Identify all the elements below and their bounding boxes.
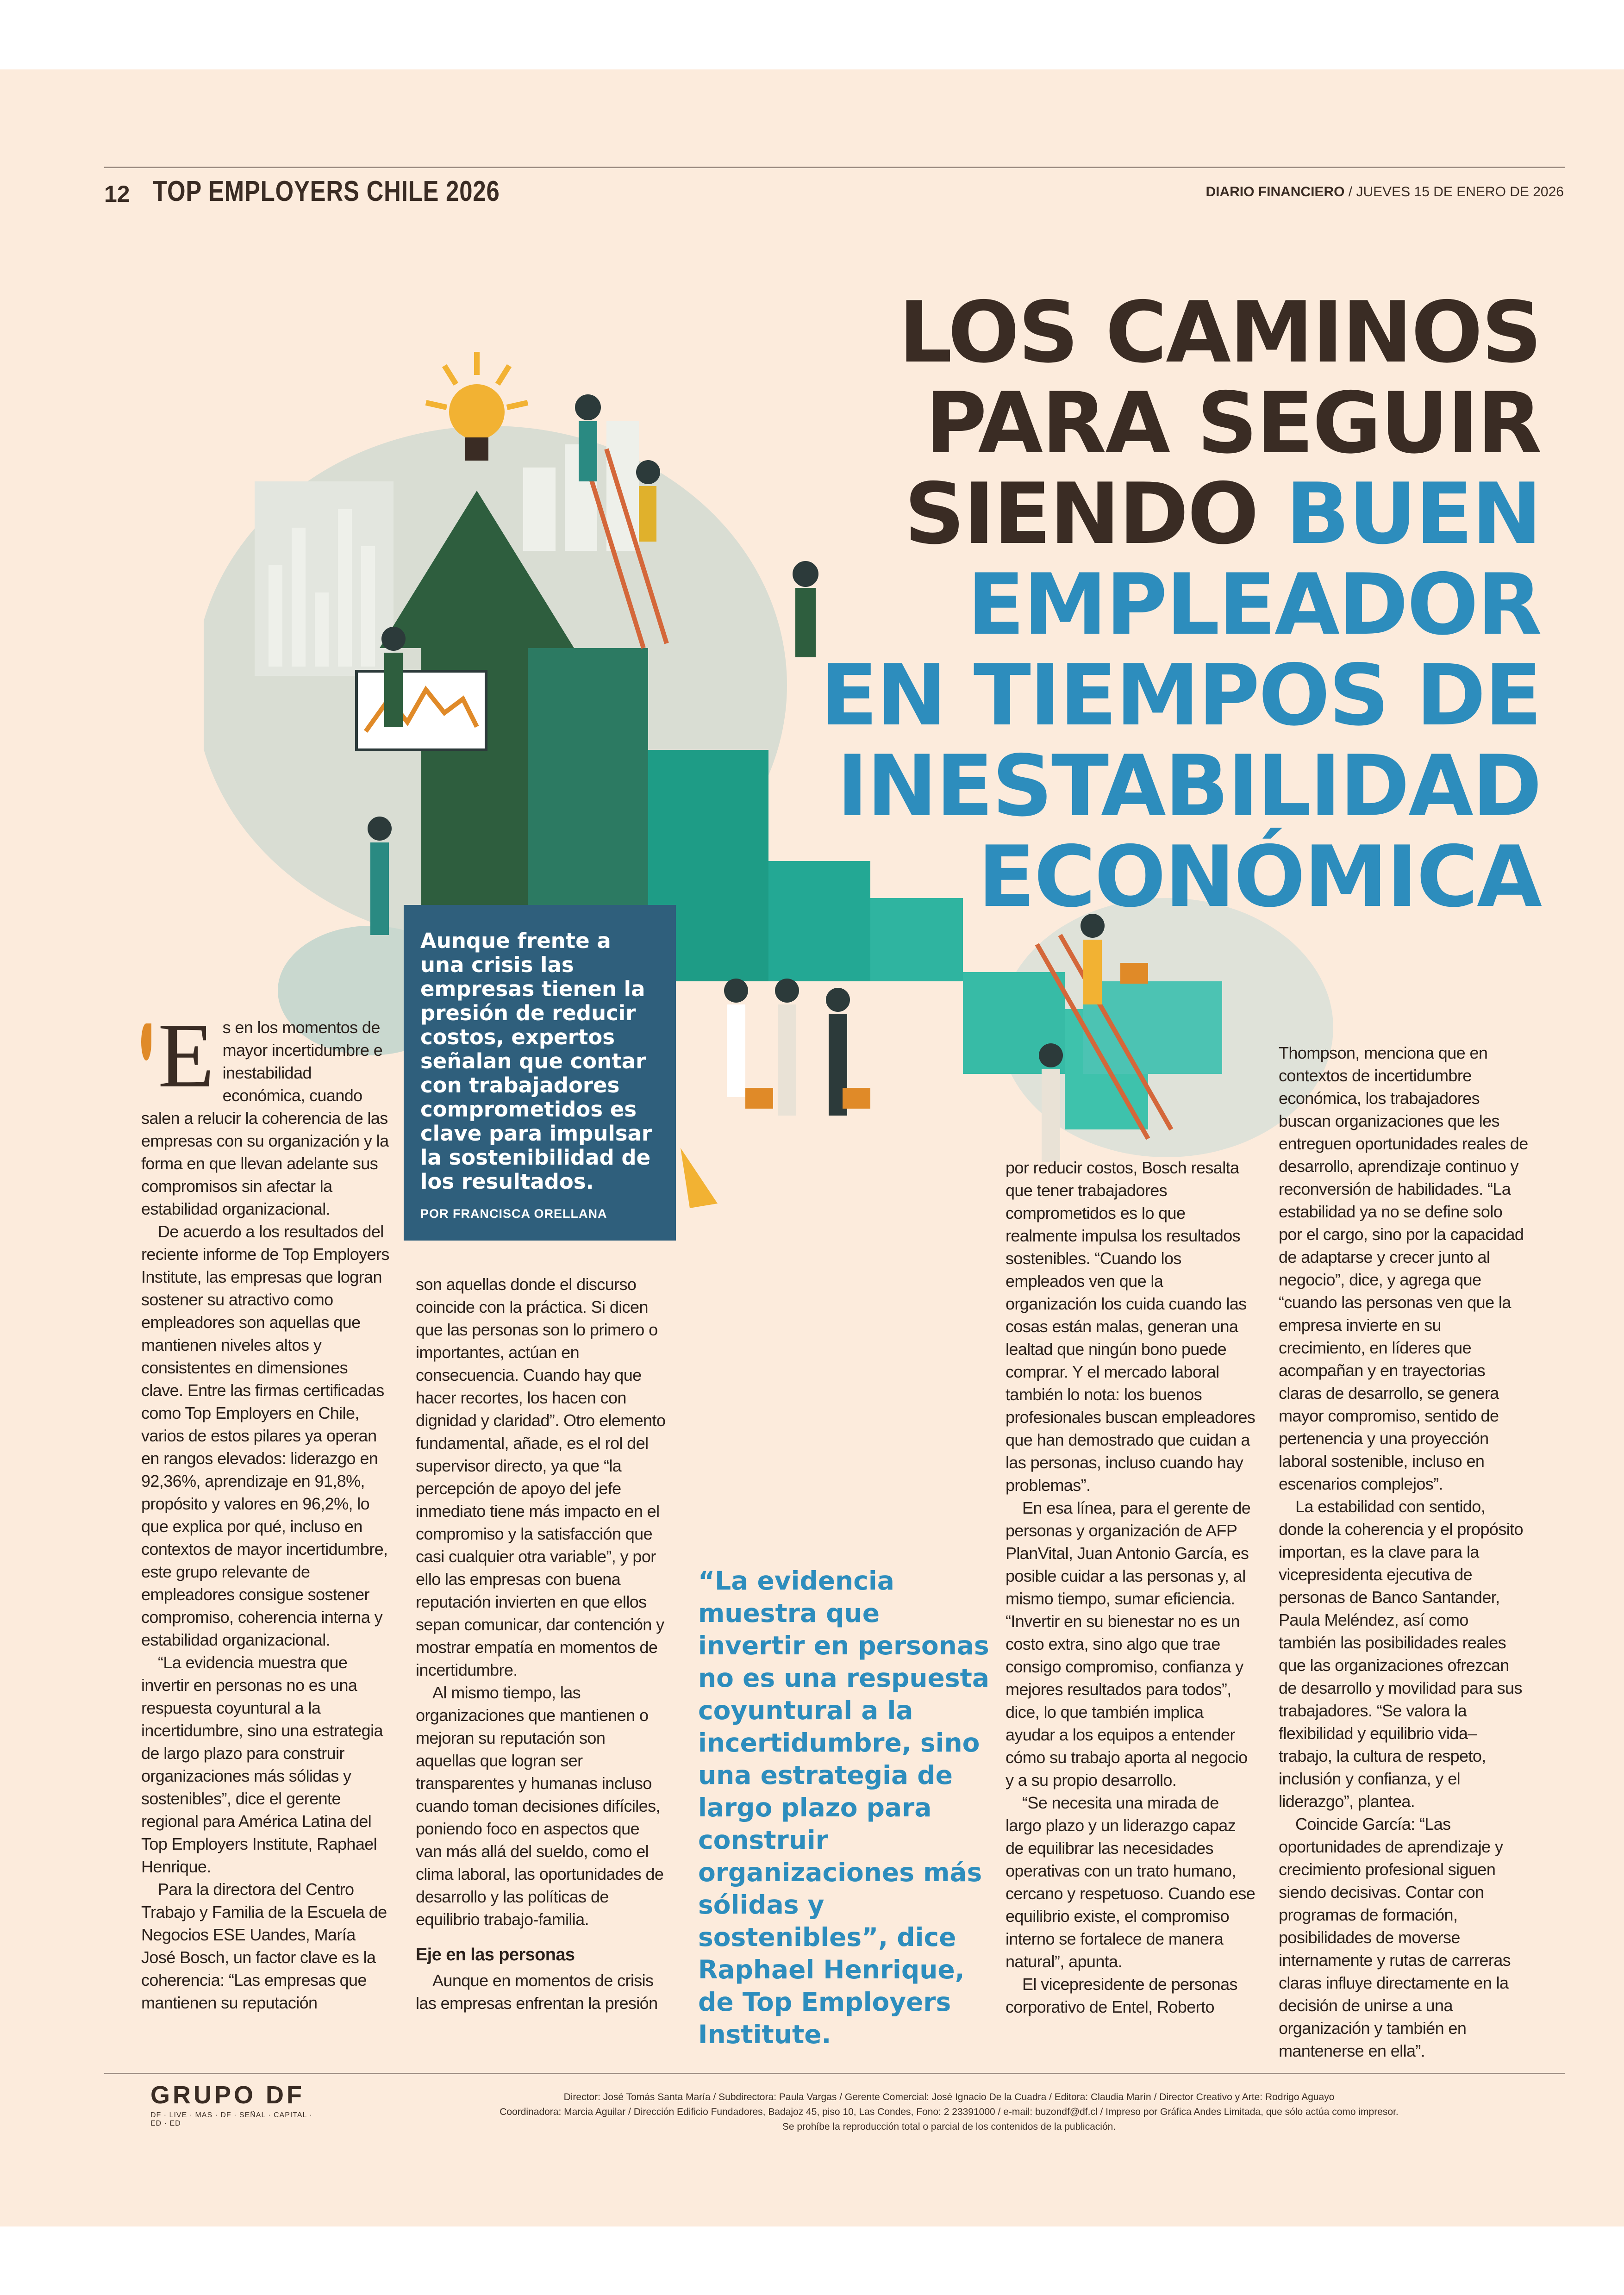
paragraph: “La evidencia muestra que invertir en personas no es una respuesta coyuntural a la incertidumbre, sino una estrategia de largo plazo para construir organizaciones más sólidas y sostenibles”, dice el gerente regional para América Latina del Top Employers Institute, Raphael Henrique.: [141, 1653, 383, 1876]
paragraph: por reducir costos, Bosch resalta que tener trabajadores comprometidos es lo que realmente impulsa los resultados sostenibles. “Cuando los empleados ven que la organización los cuida cuando las cosas están malas, generan una lealtad que ningún bono puede comprar. Y el mercado laboral también lo nota: los buenos profesionales buscan empleadores que han demostrado que cuidan a las personas, incluso cuando hay problemas”.: [1006, 1158, 1255, 1495]
headline-line-3-blue: BUEN: [1285, 465, 1541, 563]
top-rule: [104, 167, 1565, 168]
line-chart-panel: [356, 671, 486, 750]
publication-dateline: [1206, 184, 1564, 200]
paragraph: Para la directora del Centro Trabajo y Familia de la Escuela de Negocios ESE Uandes, María José Bosch, un factor clave es la coherencia: “Las empresas que mantienen su reputación: [141, 1880, 387, 2012]
grupo-df-logo: [150, 2081, 317, 2128]
headline-line-1: LOS CAMINOS: [898, 283, 1541, 381]
publication-date: / JUEVES 15 DE ENERO DE 2026: [1348, 184, 1564, 200]
pull-quote: “La evidencia muestra que invertir en personas no es una respuesta coyuntural a la incertidumbre, sino una estrategia de largo plazo para construir organizaciones más sólidas y sostenibles”, dice Raphael Henrique, de Top Employers Institute.: [698, 1566, 989, 2049]
drop-cap-ornament: [141, 1023, 151, 1060]
lede-box: [404, 905, 676, 1241]
bottom-rule: [104, 2073, 1565, 2074]
byline: POR FRANCISCA ORELLANA: [420, 1207, 607, 1221]
credits-line-2: Coordinadora: Marcia Aguilar / Dirección Edificio Fundadores, Badajoz 45, piso 10, Las Condes, Fono: 2 23391000 / e-mail: buzondf@df.cl / Impreso por Gráfica Andes Limitada, que sólo actúa como impresor.: [500, 2107, 1399, 2117]
headline-line-3: [707, 465, 1541, 563]
paragraph: s en los momentos de mayor incertidumbre e inestabilidad económica, cuando salen a relucir la coherencia de las empresas con su organización y la forma en que llevan adelante sus compromisos sin afectar la estabilidad organizacional.: [141, 1018, 389, 1218]
paragraph: El vicepresidente de personas corporativo de Entel, Roberto: [1006, 1975, 1237, 2016]
headline-line-7: ECONÓMICA: [978, 828, 1541, 926]
headline-line-4: EMPLEADOR: [967, 555, 1541, 654]
section-title: TOP EMPLOYERS CHILE 2026: [153, 175, 500, 207]
paragraph: “Se necesita una mirada de largo plazo y un liderazgo capaz de equilibrar las necesidades operativas con un trato humano, cercano y respetuoso. Cuando ese equilibrio existe, el compromiso interno se fortalece de manera natural”, apunta.: [1006, 1793, 1255, 1971]
headline: [707, 283, 1541, 926]
article-column-1: [141, 1004, 391, 2014]
lede-text: Aunque frente a una crisis las empresas tienen la presión de reducir costos, expertos señalan que contar con trabajadores comprometidos es clave para impulsar la sostenibilidad de los resultados.: [420, 929, 652, 1194]
credits-line-3: Se prohíbe la reproducción total o parcial de los contenidos de la publicación.: [782, 2121, 1116, 2132]
paragraph: Coincide García: “Las oportunidades de aprendizaje y crecimiento profesional siguen siendo decisivas. Contar con programas de formación, posibilidades de moverse internamente y rutas de carreras claras influye directamente en la decisión de unirse a una organización y también en mantenerse en ella”.: [1279, 1815, 1511, 2060]
masthead-credits: [380, 2090, 1518, 2134]
credits-line-1: Director: José Tomás Santa María / Subdirectora: Paula Vargas / Gerente Comercial: José Ignacio De la Cuadra / Editora: Claudia Marín / Director Creativo y Arte: Rodrigo Aguayo: [563, 2092, 1335, 2102]
paragraph: Aunque en momentos de crisis las empresas enfrentan la presión: [416, 1971, 658, 2013]
paragraph: La estabilidad con sentido, donde la coherencia y el propósito importan, es la clave para la vicepresidenta ejecutiva de personas de Banco Santander, Paula Meléndez, así como también las posibilidades reales que las organizaciones ofrezcan de desarrollo y movilidad para sus trabajadores. “Se valora la flexibilidad y equilibrio vida–trabajo, la cultura de respeto, inclusión y confianza, y el liderazgo”, plantea.: [1279, 1497, 1523, 1811]
article-column-4: [1279, 1041, 1529, 2062]
logo-sub-brands: DF · LIVE · MAS · DF · SEÑAL · CAPITAL · ED · ED: [150, 2111, 312, 2127]
headline-line-5: EN TIEMPOS DE: [820, 646, 1541, 744]
article-column-2: [416, 1273, 666, 2014]
paragraph: Al mismo tiempo, las organizaciones que mantienen o mejoran su reputación son aquellas que logran ser transparentes y humanas incluso cuando toman decisiones difíciles, poniendo foco en aspectos que van más allá del sueldo, como el clima laboral, las oportunidades de desarrollo y las políticas de equilibrio trabajo-familia.: [416, 1683, 664, 1929]
paragraph: En esa línea, para el gerente de personas y organización de AFP PlanVital, Juan Antonio García, es posible cuidar a las personas y, al mismo tiempo, sumar eficiencia. “Invertir en su bienestar no es un costo extra, sino algo que trae consigo compromiso, confianza y mejores resultados para todos”, dice, lo que también implica ayudar a los equipos a entender cómo su trabajo aporta al negocio y a su propio desarrollo.: [1006, 1498, 1251, 1790]
article-column-3: [1006, 1156, 1255, 2018]
yellow-triangle: [681, 1148, 718, 1208]
headline-line-6: INESTABILIDAD: [837, 737, 1541, 835]
logo-wordmark: GRUPO DF: [150, 2081, 305, 2109]
subheading: Eje en las personas: [416, 1945, 575, 1964]
paragraph: son aquellas donde el discurso coincide con la práctica. Si dicen que las personas son lo primero o importantes, actúan en consecuencia. Cuando hay que hacer recortes, los hacen con dignidad y claridad”. Otro elemento fundamental, añade, es el rol del supervisor directo, ya que “la percepción de apoyo del jefe inmediato tiene más impacto en el compromiso y la satisfacción que casi cualquier otra variable”, y por ello las empresas con buena reputación invierten en que ellos sepan comunicar, dar contención y mostrar empatía en momentos de incertidumbre.: [416, 1275, 666, 1679]
paragraph: Thompson, menciona que en contextos de incertidumbre económica, los trabajadores buscan organizaciones que les entreguen oportunidades reales de desarrollo, aprendizaje continuo y reconversión de habilidades. “La estabilidad ya no se define solo por el cargo, sino por la capacidad de adaptarse y crecer junto al negocio”, dice, y agrega que “cuando las personas ven que la empresa invierte en su crecimiento, en líderes que acompañan y en trayectorias claras de desarrollo, se genera mayor compromiso, sentido de pertenencia y una proyección laboral sostenible, incluso en escenarios complejos”.: [1279, 1043, 1528, 1493]
headline-line-3-dark: SIENDO: [904, 465, 1286, 563]
drop-cap: E: [158, 1004, 214, 1107]
publication-name: DIARIO FINANCIERO: [1206, 184, 1345, 200]
paragraph: De acuerdo a los resultados del reciente informe de Top Employers Institute, las empresas que logran sostener su atractivo como empleadores son aquellas que mantienen niveles altos y consistentes en dimensiones clave. Entre las firmas certificadas como Top Employers en Chile, varios de estos pilares ya operan en rangos elevados: liderazgo en 92,36%, aprendizaje en 91,8%, propósito y valores en 96,2%, lo que explica por qué, incluso en contextos de mayor incertidumbre, este grupo relevante de empleadores consigue sostener compromiso, coherencia interna y estabilidad organizacional.: [141, 1222, 389, 1649]
headline-line-2: PARA SEGUIR: [925, 374, 1541, 472]
page-number: 12: [104, 181, 130, 207]
